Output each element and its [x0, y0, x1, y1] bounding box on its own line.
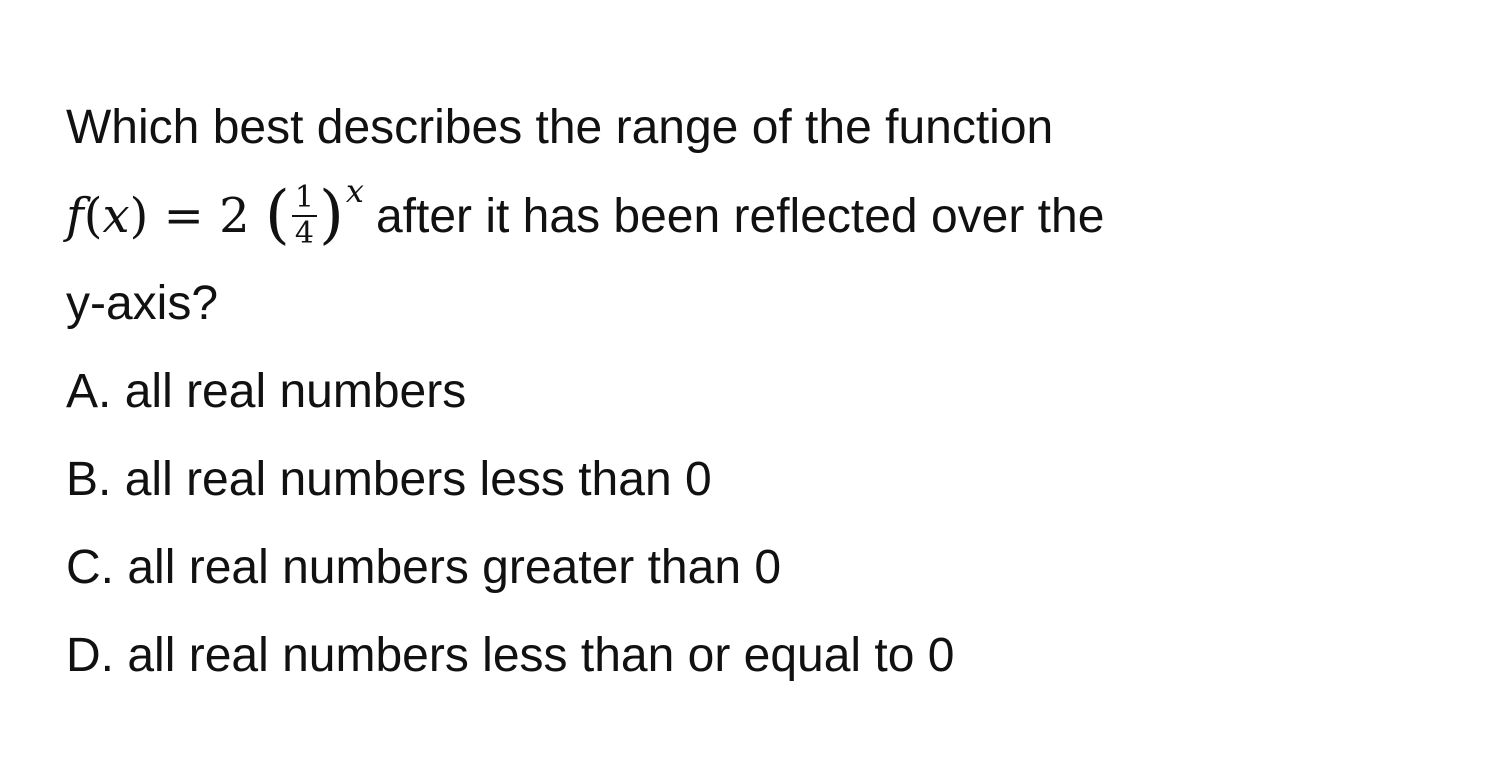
function-exponent: x	[345, 172, 364, 210]
option-text: all real numbers greater than 0	[127, 541, 782, 594]
fraction	[292, 179, 317, 251]
fraction-denominator: 4	[294, 215, 314, 251]
option-d[interactable]	[66, 612, 1446, 700]
option-a[interactable]	[66, 348, 1446, 436]
function-name: f	[66, 188, 84, 244]
option-letter: D.	[66, 629, 114, 682]
option-letter: A.	[66, 365, 112, 418]
option-b[interactable]	[66, 436, 1446, 524]
option-text: all real numbers	[124, 365, 467, 418]
question-document	[66, 84, 1446, 700]
option-text: all real numbers less than 0	[124, 453, 712, 506]
question-line-3: y-axis?	[66, 277, 219, 330]
option-letter: C.	[66, 541, 114, 594]
option-c[interactable]	[66, 524, 1446, 612]
question-line-2-text: after it has been reflected over the	[375, 190, 1105, 243]
function-coefficient: 2	[219, 188, 250, 244]
fraction-numerator: 1	[292, 183, 317, 217]
option-text: all real numbers less than or equal to 0	[127, 629, 955, 682]
function-variable: x	[102, 188, 130, 244]
function-expression: f(x) = 2 ( $\frac{1}{4}$ )x	[66, 172, 364, 265]
question-line-2	[66, 172, 1446, 260]
question-line-1: Which best describes the range of the function	[66, 101, 1054, 154]
option-letter: B.	[66, 453, 112, 506]
